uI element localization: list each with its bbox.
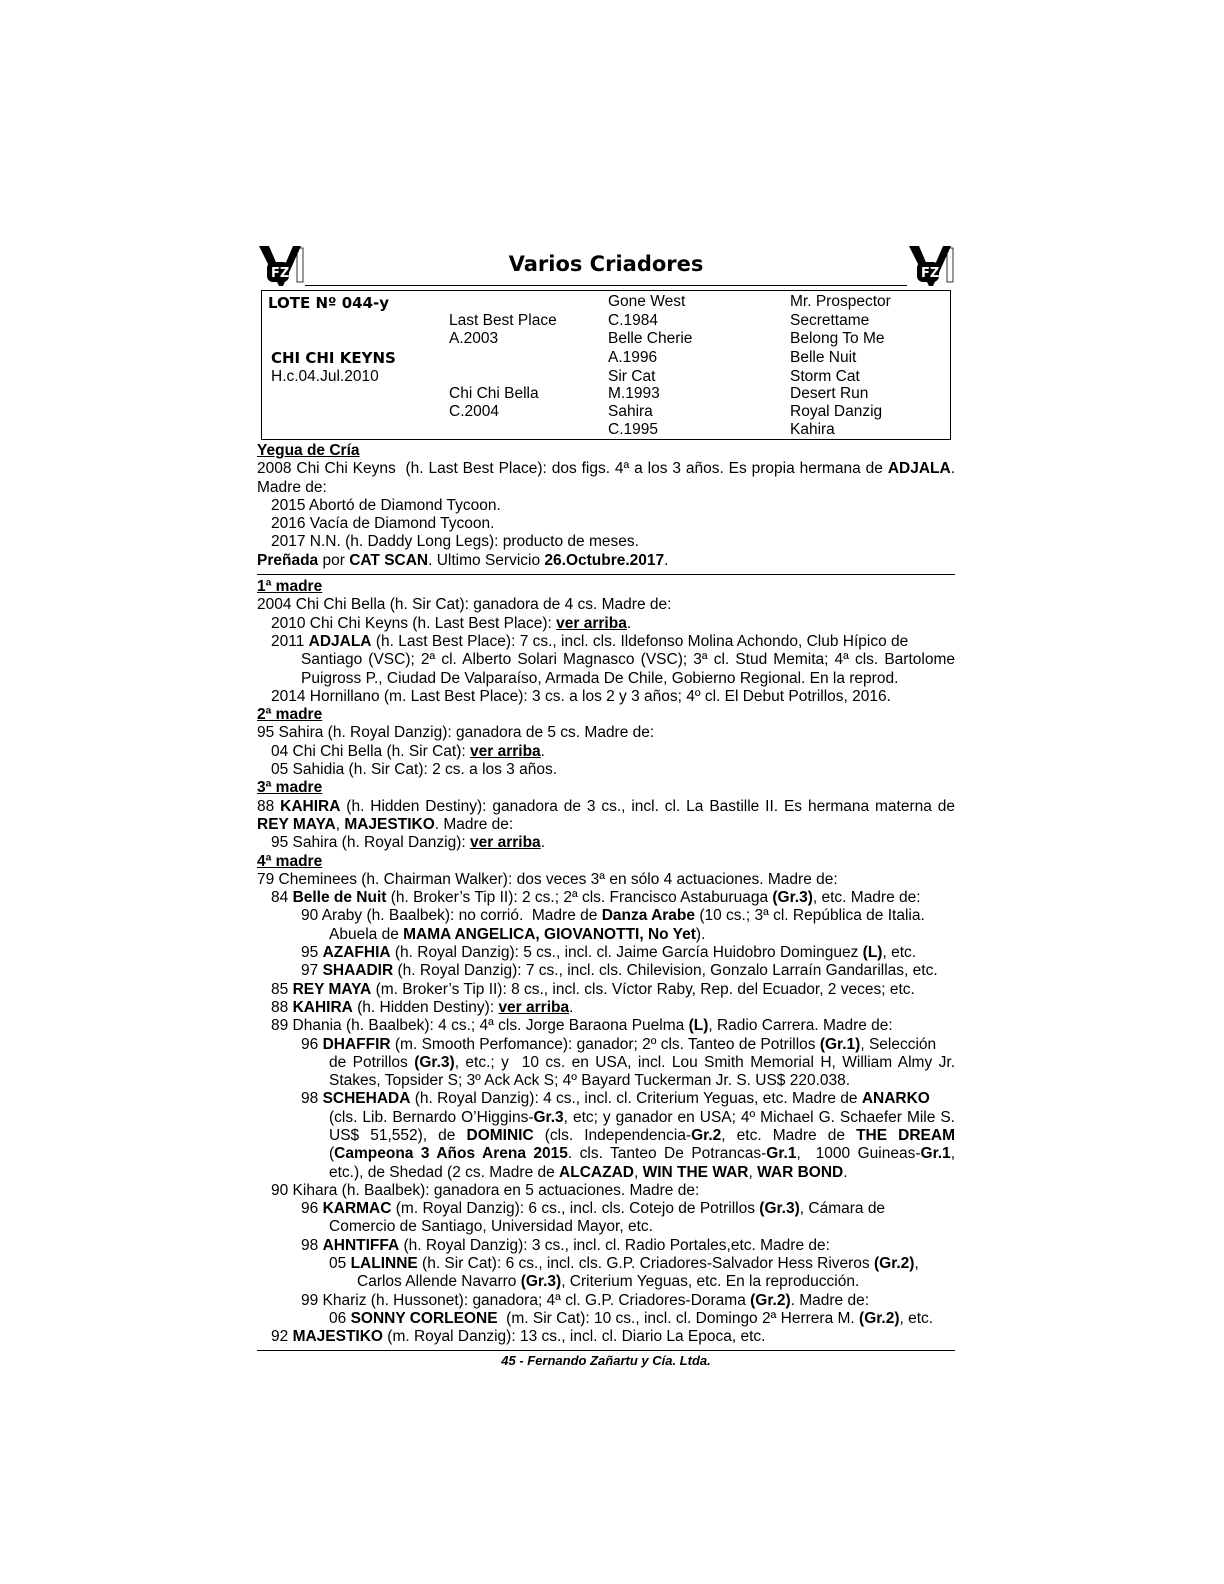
gen4-cell: Belong To Me xyxy=(790,330,885,347)
record-entry: 79 Cheminees (h. Chairman Walker): dos veces 3ª en sólo 4 actuaciones. Madre de: xyxy=(257,870,838,888)
gen4-cell: Secrettame xyxy=(790,312,870,329)
horse-name: CHI CHI KEYNS xyxy=(271,349,396,367)
record-entry: 95 Sahira (h. Royal Danzig): ganadora de 5 cs. Madre de: xyxy=(257,724,655,742)
record-entry: 2015 Abortó de Diamond Tycoon. xyxy=(271,496,501,514)
record-entry: 2017 N.N. (h. Daddy Long Legs): producto de meses. xyxy=(271,533,639,551)
section-heading: 3ª madre xyxy=(257,779,323,797)
record-entry: 97 SHAADIR (h. Royal Danzig): 7 cs., incl. cls. Chilevision, Gonzalo Larraín Gandarillas, etc. xyxy=(301,962,938,980)
gen4-cell: Royal Danzig xyxy=(790,403,883,420)
record-entry: 85 REY MAYA (m. Broker’s Tip II): 8 cs., incl. cls. Víctor Raby, Rep. del Ecuador, 2 veces; etc. xyxy=(271,980,915,998)
gen3-cell: Sir Cat xyxy=(608,368,656,385)
gen3-cell: Gone West xyxy=(608,293,686,310)
gen3-cell: M.1993 xyxy=(608,385,660,402)
gen4-cell: Mr. Prospector xyxy=(790,293,891,310)
record-entry: 90 Araby (h. Baalbek): no corrió. Madre de Danza Arabe (10 cs.; 3ª cl. República de Italia. Abuela de MAMA ANGELICA, GIOVANOTTI, No Yet). xyxy=(301,907,925,943)
gen3-cell: C.1995 xyxy=(608,421,658,438)
catalog-page xyxy=(257,240,955,1368)
record-entry: 92 MAJESTIKO (m. Royal Danzig): 13 cs., incl. cl. Diario La Epoca, etc. xyxy=(271,1328,766,1346)
sire-year: A.2003 xyxy=(449,330,499,347)
gen3-cell: Belle Cherie xyxy=(608,330,693,347)
gen4-cell: Belle Nuit xyxy=(790,349,857,366)
svg-text:FZ: FZ xyxy=(271,266,290,281)
gen3-cell: Sahira xyxy=(608,403,653,420)
section-heading: Yegua de Cría xyxy=(257,442,360,459)
page-header xyxy=(257,240,955,290)
dam-name: Chi Chi Bella xyxy=(449,385,539,402)
section-heading: 1ª madre xyxy=(257,578,323,596)
record-entry: 98 AHNTIFFA (h. Royal Danzig): 3 cs., incl. cl. Radio Portales,etc. Madre de: xyxy=(301,1236,830,1254)
page-footer: 45 - Fernando Zañartu y Cía. Ltda. xyxy=(257,1350,955,1368)
record-entry: 05 LALINNE (h. Sir Cat): 6 cs., incl. cls. G.P. Criadores-Salvador Hess Riveros (Gr.2), Carlos Allende Navarro (Gr.3), Criterium Yeguas, etc. En la reproducción. xyxy=(329,1255,919,1291)
record-entry: 90 Kihara (h. Baalbek): ganadora en 5 actuaciones. Madre de: xyxy=(271,1181,700,1199)
record-entry: 2011 ADJALA (h. Last Best Place): 7 cs., incl. cls. Ildefonso Molina Achondo, Club Hípico de Santiago (VSC); 2ª cl. Alberto Solari Magnasco (VSC); 3ª cl. Stud Memita; 4ª cls. Bartolome Puigross P., Ciudad De Valparaíso, Armada De Chile, Gobierno Regional. En la reprod. xyxy=(271,632,955,687)
sire-name: Last Best Place xyxy=(449,312,557,329)
record-entry: 06 SONNY CORLEONE (m. Sir Cat): 10 cs., incl. cl. Domingo 2ª Herrera M. (Gr.2), etc. xyxy=(329,1309,934,1327)
record-entry: 95 AZAFHIA (h. Royal Danzig): 5 cs., incl. cl. Jaime García Huidobro Dominguez (L), etc. xyxy=(301,944,917,962)
gen3-cell: C.1984 xyxy=(608,312,658,329)
record-entry: 95 Sahira (h. Royal Danzig): ver arriba. xyxy=(271,834,545,852)
fz-logo-icon xyxy=(907,244,955,288)
record-entry: 88 KAHIRA (h. Hidden Destiny): ver arriba. xyxy=(271,998,574,1016)
record-entry: Preñada por CAT SCAN. Ultimo Servicio 26.Octubre.2017. xyxy=(257,551,669,569)
section-divider xyxy=(257,574,955,575)
record-entry: 88 KAHIRA (h. Hidden Destiny): ganadora de 3 cs., incl. cl. La Bastille II. Es hermana materna de REY MAYA, MAJESTIKO. Madre de: xyxy=(257,797,955,833)
record-entry: 84 Belle de Nuit (h. Broker’s Tip II): 2 cs.; 2ª cls. Francisco Astaburuaga (Gr.3), etc. Madre de: xyxy=(271,889,921,907)
record-entry: 2008 Chi Chi Keyns (h. Last Best Place): dos figs. 4ª a los 3 años. Es propia hermana de ADJALA. Madre de: xyxy=(257,460,955,496)
gen3-cell: A.1996 xyxy=(608,349,658,366)
lote-number: LOTE Nº 044-y xyxy=(268,294,390,312)
dam-year: C.2004 xyxy=(449,403,499,420)
pedigree-table xyxy=(261,290,951,440)
record-entry: 98 SCHEHADA (h. Royal Danzig): 4 cs., incl. cl. Criterium Yeguas, etc. Madre de ANARKO (cls. Lib. Bernardo O’Higgins-Gr.3, etc; y ganador en USA; 4º Michael G. Schaefer Mile S. US$ 51,552), de DOMINIC (cls. Independencia-Gr.2, etc. Madre de THE DREAM (Campeona 3 Años Arena 2015. cls. Tanteo De Potrancas-Gr.1, 1000 Guineas-Gr.1, etc.), de Shedad (2 cs. Madre de ALCAZAD, WIN THE WAR, WAR BOND. xyxy=(301,1090,955,1181)
header-rule xyxy=(305,285,907,286)
record-entry: 99 Khariz (h. Hussonet): ganadora; 4ª cl. G.P. Criadores-Dorama (Gr.2). Madre de: xyxy=(301,1291,870,1309)
page-title: Varios Criadores xyxy=(508,252,704,276)
record-entry: 2010 Chi Chi Keyns (h. Last Best Place): ver arriba. xyxy=(271,614,632,632)
record-entry: 96 KARMAC (m. Royal Danzig): 6 cs., incl. cls. Cotejo de Potrillos (Gr.3), Cámara de Comercio de Santiago, Universidad Mayor, etc. xyxy=(301,1200,886,1236)
produce-record xyxy=(257,442,955,1347)
gen4-cell: Desert Run xyxy=(790,385,869,402)
record-entry: 05 Sahidia (h. Sir Cat): 2 cs. a los 3 años. xyxy=(271,761,558,779)
record-entry: 2014 Hornillano (m. Last Best Place): 3 cs. a los 2 y 3 años; 4º cl. El Debut Potrillos, 2016. xyxy=(271,687,891,705)
gen4-cell: Storm Cat xyxy=(790,368,860,385)
section-heading: 2ª madre xyxy=(257,706,323,724)
record-entry: 89 Dhania (h. Baalbek): 4 cs.; 4ª cls. Jorge Baraona Puelma (L), Radio Carrera. Madre de: xyxy=(271,1017,893,1035)
record-entry: 2004 Chi Chi Bella (h. Sir Cat): ganadora de 4 cs. Madre de: xyxy=(257,596,672,614)
section-heading: 4ª madre xyxy=(257,852,323,870)
record-entry: 04 Chi Chi Bella (h. Sir Cat): ver arriba. xyxy=(271,742,545,760)
svg-text:FZ: FZ xyxy=(921,266,940,281)
record-entry: 96 DHAFFIR (m. Smooth Perfomance): ganador; 2º cls. Tanteo de Potrillos (Gr.1), Selección de Potrillos (Gr.3), etc.; y 10 cs. en USA, incl. Lou Smith Memorial H, William Almy Jr. Stakes, Topsider S; 3º Ack Ack S; 4º Bayard Tuckerman Jr. S. US$ 220.038. xyxy=(301,1035,955,1090)
horse-birth: H.c.04.Jul.2010 xyxy=(271,368,379,385)
gen4-cell: Kahira xyxy=(790,421,835,438)
record-entry: 2016 Vacía de Diamond Tycoon. xyxy=(271,515,495,533)
